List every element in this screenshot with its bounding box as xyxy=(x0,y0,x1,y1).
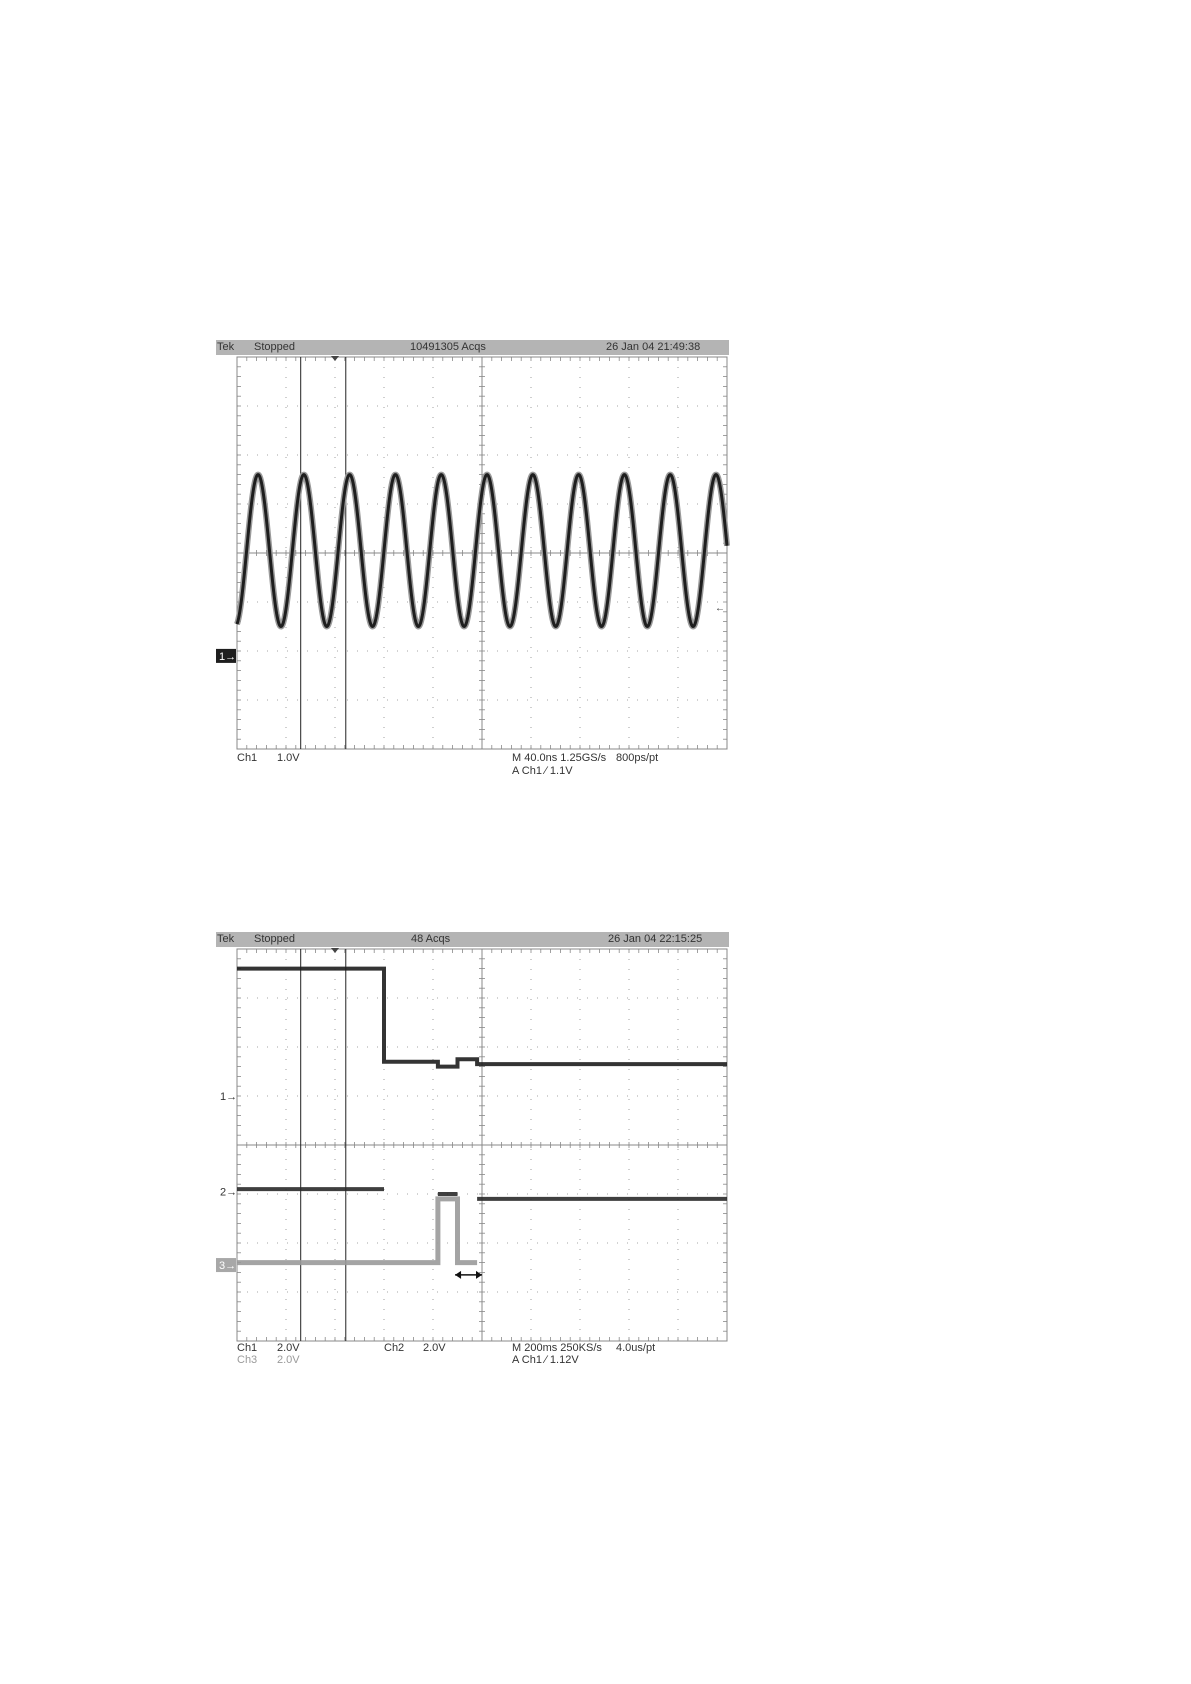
ch1-scale: 1.0V xyxy=(277,752,300,764)
channel-marker-label: 3→ xyxy=(219,1260,237,1273)
ch3-label: Ch3 xyxy=(237,1354,258,1366)
channel-marker-label: 1→ xyxy=(219,650,237,663)
status-bar xyxy=(216,932,729,947)
resolution-readout: 4.0us/pt xyxy=(616,1342,656,1354)
acquisition-count: 10491305 Acqs xyxy=(410,341,486,353)
trigger-position-marker xyxy=(331,356,339,361)
resolution-readout: 800ps/pt xyxy=(616,752,659,764)
trigger-position-marker xyxy=(331,948,339,953)
ch1-label: Ch1 xyxy=(237,752,258,764)
brand-label: Tek xyxy=(217,933,235,945)
trigger-level-marker: ← xyxy=(715,602,725,614)
ch1-scale: 2.0V xyxy=(277,1342,300,1354)
oscilloscope-capture-1 xyxy=(216,340,729,780)
delta-arrow-head-left xyxy=(455,1271,461,1279)
ch2-label: Ch2 xyxy=(384,1342,405,1354)
ch3-ground-marker xyxy=(216,1258,236,1272)
trigger-readout: A Ch1 ∕ 1.12V xyxy=(512,1354,579,1366)
waveform-plot-2 xyxy=(216,947,729,1347)
trigger-readout: A Ch1 ∕ 1.1V xyxy=(512,765,573,777)
timestamp: 26 Jan 04 21:49:38 xyxy=(606,341,701,353)
ch1-ground-marker xyxy=(220,1091,237,1103)
channel-marker-label: 2→ xyxy=(220,1186,238,1199)
ch3-scale: 2.0V xyxy=(277,1354,300,1366)
oscilloscope-capture-2 xyxy=(216,932,729,1372)
timebase-readout: M 200ms 250KS/s xyxy=(512,1342,602,1354)
acquisition-count: 48 Acqs xyxy=(411,933,451,945)
waveform-plot-1 xyxy=(216,355,729,755)
ch3-trace xyxy=(237,1199,477,1263)
brand-label: Tek xyxy=(217,341,235,353)
ch2-scale: 2.0V xyxy=(423,1342,446,1354)
ch2-ground-marker xyxy=(220,1187,237,1199)
run-state: Stopped xyxy=(254,341,295,353)
ch1-ground-marker xyxy=(216,649,236,663)
timebase-readout: M 40.0ns 1.25GS/s xyxy=(512,752,607,764)
channel-marker-label: 1→ xyxy=(220,1091,238,1103)
ch1-label: Ch1 xyxy=(237,1342,258,1354)
status-bar xyxy=(216,340,729,355)
run-state: Stopped xyxy=(254,933,295,945)
timestamp: 26 Jan 04 22:15:25 xyxy=(608,933,703,945)
